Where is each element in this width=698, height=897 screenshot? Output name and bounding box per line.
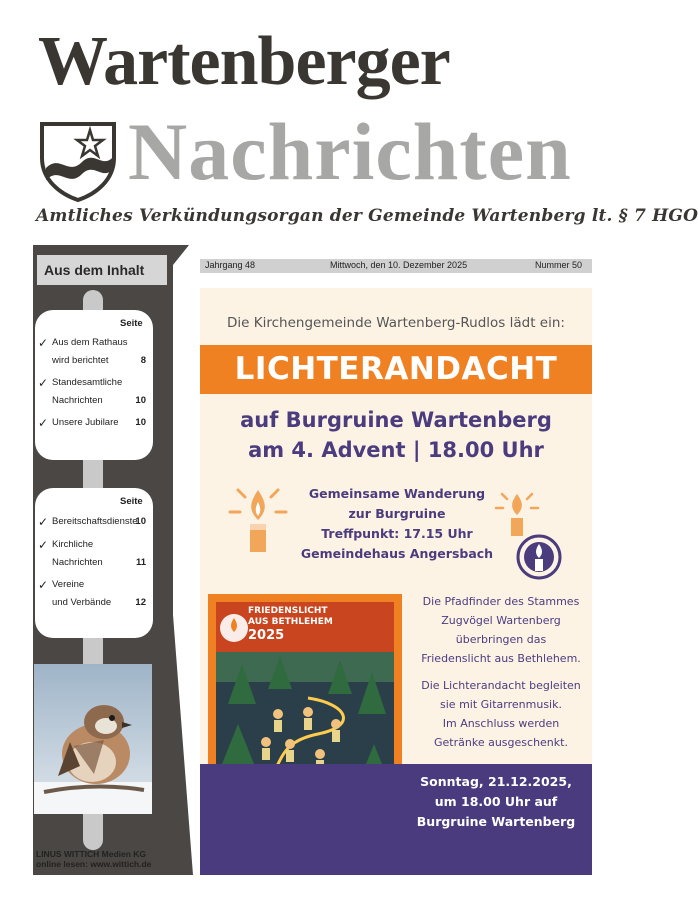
book-title-line1: FRIEDENSLICHT (248, 606, 328, 616)
publisher-info (36, 849, 186, 869)
issue-number: Nummer 50 (535, 260, 583, 270)
toc-item-page: 8 (140, 355, 146, 366)
toc-item[interactable] (38, 513, 150, 531)
toc-item-page: 10 (135, 516, 146, 527)
final-date-line: Burgruine Wartenberg (416, 814, 576, 829)
toc-item-label: Kirchliche (52, 539, 94, 550)
scouts-line: überbringen das (455, 633, 547, 646)
hike-line: Gemeindehaus Angersbach (300, 546, 494, 561)
event-poster (200, 288, 592, 875)
toc-item-label: wird berichtet (52, 355, 109, 366)
toc-item-label: und Verbände (52, 597, 112, 608)
masthead-title-line2: Nachrichten (128, 106, 572, 197)
toc-item-label: Unsere Jubilare (52, 417, 119, 428)
candle-icon (226, 482, 290, 556)
scouts-line: Friedenslicht aus Bethlehem. (421, 652, 581, 665)
poster-invitation: Die Kirchengemeinde Wartenberg-Rudlos lädt ein: (227, 315, 565, 331)
music-line: sie mit Gitarrenmusik. (440, 698, 562, 711)
scout-emblem-icon (516, 534, 562, 580)
final-date-line: um 18.00 Uhr auf (434, 794, 558, 809)
scouts-line: Zugvögel Wartenberg (441, 614, 561, 627)
hike-line: zur Burgruine (348, 506, 446, 521)
toc-item[interactable] (38, 576, 150, 612)
checkmark-icon: ✓ (38, 515, 49, 529)
checkmark-icon: ✓ (38, 336, 49, 350)
toc-item-label: Standesamtliche (52, 377, 123, 388)
poster-location: auf Burgruine Wartenberg (240, 408, 552, 432)
toc-item-label: Nachrichten (52, 395, 103, 406)
toc-page-header-1: Seite (120, 318, 143, 329)
book-year: 2025 (248, 628, 285, 643)
toc-item-label: Aus dem Rathaus (52, 337, 128, 348)
toc-item-label: Nachrichten (52, 557, 103, 568)
toc-item-page: 10 (135, 395, 146, 406)
checkmark-icon: ✓ (38, 376, 49, 390)
publisher-name: LINUS WITTICH Medien KG (36, 849, 147, 859)
issue-year: Jahrgang 48 (205, 260, 256, 270)
hike-line: Treffpunkt: 17.15 Uhr (321, 526, 473, 541)
checkmark-icon: ✓ (38, 416, 49, 430)
toc-item-page: 10 (135, 417, 146, 428)
toc-item[interactable] (38, 334, 150, 370)
masthead-subtitle: Amtliches Verkündungsorgan der Gemeinde Wartenberg lt. § 7 HGO (36, 206, 698, 226)
hike-line: Gemeinsame Wanderung (308, 486, 486, 501)
scouts-line: Die Pfadfinder des Stammes (422, 595, 580, 608)
toc-item[interactable] (38, 536, 150, 572)
music-line: Im Anschluss werden (442, 717, 560, 730)
toc-item-page: 11 (135, 557, 146, 568)
poster-time: am 4. Advent | 18.00 Uhr (248, 438, 544, 462)
poster-banner (200, 345, 592, 394)
toc-item[interactable] (38, 374, 150, 410)
toc-item-page: 12 (135, 597, 146, 608)
book-title-line2: AUS BETHLEHEM (248, 617, 333, 627)
masthead-title-line1: Wartenberger (38, 23, 450, 100)
publisher-website[interactable]: online lesen: www.wittich.de (36, 859, 152, 869)
sidebar-title: Aus dem Inhalt (44, 262, 145, 278)
toc-item-label: Vereine (52, 579, 85, 590)
final-date-line: Sonntag, 21.12.2025, (420, 774, 572, 789)
bird-photo (34, 664, 152, 814)
issue-date: Mittwoch, den 10. Dezember 2025 (330, 260, 468, 270)
toc-item[interactable] (38, 414, 150, 432)
checkmark-icon: ✓ (38, 538, 49, 552)
music-line: Getränke ausgeschenkt. (434, 736, 568, 749)
coat-of-arms-icon (36, 118, 120, 202)
toc-page-header-2: Seite (120, 496, 143, 507)
music-line: Die Lichterandacht begleiten (421, 679, 581, 692)
checkmark-icon: ✓ (38, 578, 49, 592)
toc-item-label: Bereitschaftsdienste (52, 516, 138, 527)
issue-info-bar (200, 259, 592, 273)
poster-headline: LICHTERANDACHT (234, 351, 558, 387)
